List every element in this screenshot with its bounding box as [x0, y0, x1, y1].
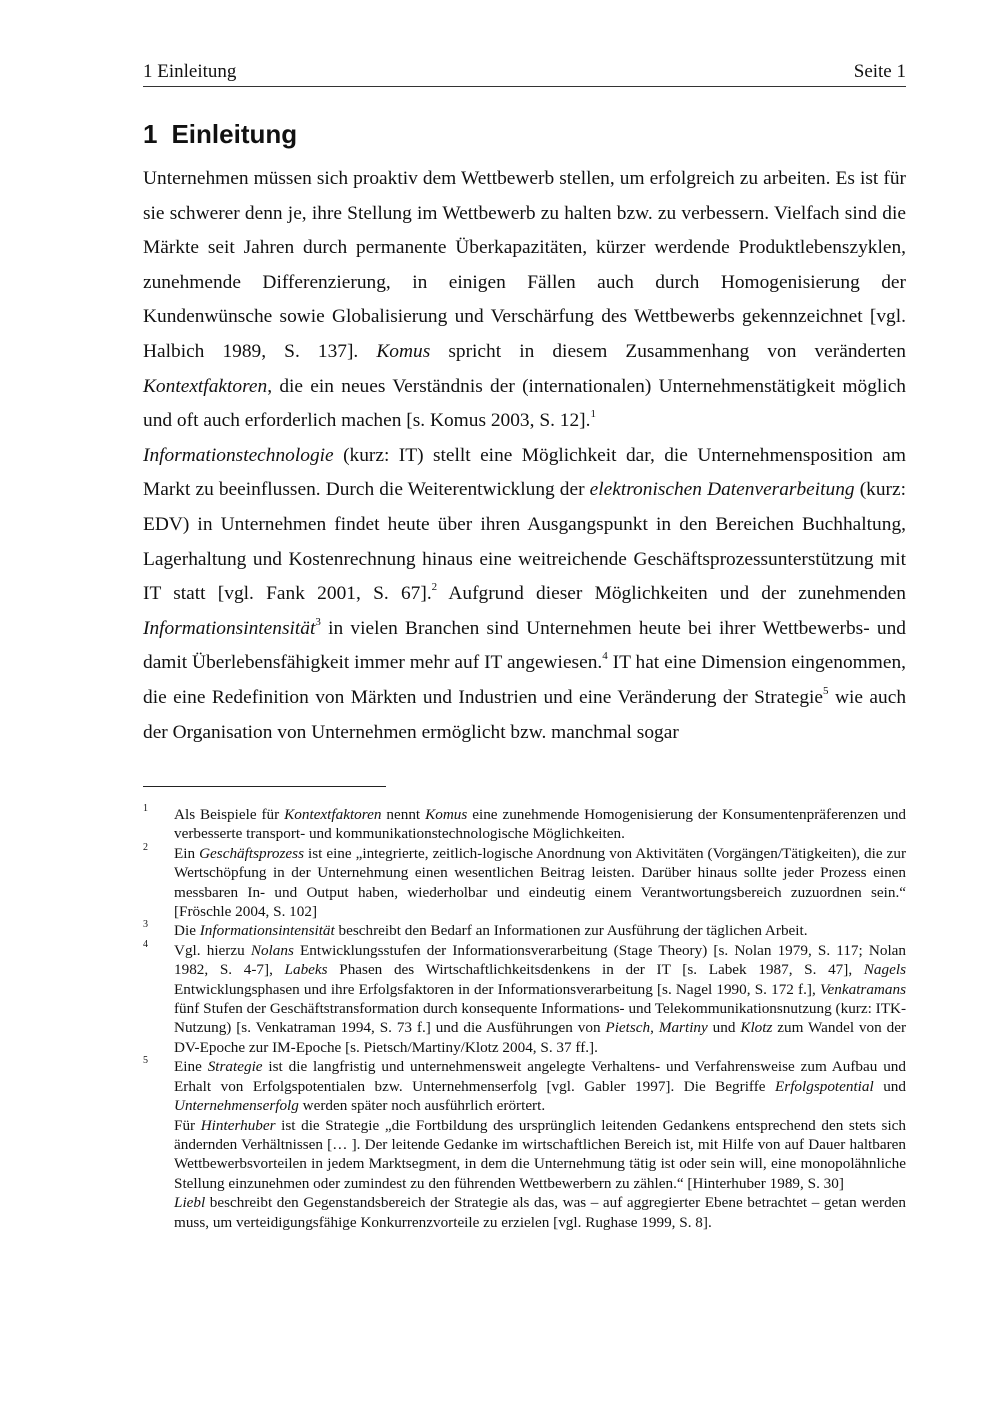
italic-term: Informationsintensität [143, 617, 316, 639]
italic-term: Erfolgspotential [775, 1077, 874, 1095]
footnote-text [174, 1193, 906, 1232]
text-run: Aufgrund dieser Möglichkeiten und der zunehmenden [437, 583, 906, 605]
text-run: in vielen Branchen sind Unternehmen heute bei ihrer Wettbewerbs- und damit Überlebensfähigkeit immer mehr auf IT angewiesen. [143, 617, 906, 674]
footnote-1 [143, 805, 906, 844]
text-run: Phasen des Wirtschaftlichkeitsdenkens in der IT [s. Labek 1987, S. 47], [327, 961, 864, 979]
footnote-ref[interactable]: 1 [590, 408, 596, 421]
footnote-ref[interactable]: 4 [602, 650, 608, 663]
footnote-mark: 3 [143, 919, 148, 931]
footnote-mark: 1 [143, 803, 148, 814]
text-run: nennt [381, 806, 426, 823]
page-header [143, 60, 906, 87]
italic-term: Komus [425, 806, 468, 823]
body-text [143, 162, 906, 750]
italic-term: Geschäftsprozess [199, 844, 304, 862]
text-run: Die [174, 922, 200, 940]
chapter-title: Einleitung [171, 119, 298, 149]
italic-term: Pietsch [605, 1019, 651, 1037]
text-run: Vgl. hierzu [174, 941, 251, 959]
footnote-ref[interactable]: 2 [431, 581, 438, 594]
footnote-text [174, 941, 906, 1057]
footnote-mark: 2 [143, 841, 148, 853]
footnote-separator [143, 786, 386, 787]
footnote-text [174, 1116, 906, 1194]
text-run: (kurz: EDV) in Unternehmen findet heute über ihren Ausgangspunkt in den Bereichen Buchhaltung, Lagerhaltung und Kostenrechnung hinaus eine weitreichende Geschäftsprozessunterstützung mit IT statt [vgl. Fank 2001, S. 67]. [143, 479, 907, 605]
italic-term: Informationstechnologie [143, 444, 334, 466]
italic-term: Strategie [207, 1058, 263, 1076]
text-run: werden später noch ausführlich erörtert. [298, 1097, 546, 1115]
italic-term: Informationsintensität [199, 922, 335, 940]
italic-term: Unternehmenserfolg [174, 1097, 299, 1115]
text-run: wie auch der Organisation von Unternehmen ermöglicht bzw. manchmal sogar [143, 686, 907, 743]
footnote-3 [143, 921, 906, 940]
text-run: Entwicklungsphasen und ihre Erfolgsfaktoren in der Informationsverarbeitung [s. Nagel 1990, S. 172 f.], [174, 980, 820, 998]
italic-term: Martiny [658, 1019, 708, 1037]
text-run: Unternehmen müssen sich proaktiv dem Wettbewerb stellen, um erfolgreich zu arbeiten. Es ist für sie schwerer denn je, ihre Stellung im Wettbewerb zu halten bzw. zu verbessern. Vielfach sind die Märkte seit Jahren durch permanente Überkapazitäten, kürzer werdende Produktlebenszyklen, zunehmende Differenzierung, in einigen Fällen auch durch Homogenisierung der Kundenwünsche sowie Globalisierung und Verschärfung des Wettbewerbs gekennzeichnet [vgl. Halbich 1989, S. 137]. [143, 168, 906, 362]
italic-term: Nagels [863, 961, 906, 979]
text-run: beschreibt den Bedarf an Informationen zur Ausführung der täglichen Arbeit. [334, 922, 808, 940]
text-run: zum Wandel von der DV-Epoche zur IM-Epoche [s. Pietsch/Martiny/Klotz 2004, S. 37 ff.]. [174, 1019, 906, 1056]
footnote-5 [143, 1057, 906, 1232]
text-run: Für [174, 1116, 201, 1134]
italic-term: Liebl [174, 1194, 206, 1212]
text-run: Als Beispiele für [174, 806, 285, 823]
chapter-number: 1 [143, 119, 158, 149]
italic-term: Komus [376, 340, 431, 362]
italic-term: Labeks [284, 961, 328, 979]
text-run: fünf Stufen der Geschäftstransformation durch konsequente Informations- und Telekommunikationsnutzung (kurz: ITK-Nutzung) [s. Venkatraman 1994, S. 73 f.] und die Ausführungen von [174, 1000, 906, 1037]
text-run: eine zunehmende Homogenisierung der Konsumentenpräferenzen und verbesserte transport- und kommunikationstechnologische Möglichkeiten. [174, 806, 907, 843]
footnote-2 [143, 841, 907, 922]
footnote-4 [143, 938, 906, 1057]
italic-term: Venkatramans [819, 980, 906, 998]
text-run: und [873, 1077, 906, 1095]
text-run: Ein [174, 844, 200, 862]
header-page-number: Seite 1 [853, 61, 906, 82]
text-run: beschreibt den Gegenstandsbereich der Strategie als das, was – auf aggregierter Ebene betrachtet – getan werden muss, um verteidigungsfähige Konkurrenzvorteile zu erzielen [vgl. Rughase 1999, S. 8]. [174, 1194, 906, 1231]
footnote-ref[interactable]: 5 [823, 684, 829, 697]
text-run: IT hat eine Dimension eingenommen, die eine Redefinition von Märkten und Industrien und eine Veränderung der Strategie [143, 652, 906, 708]
text-run: und [707, 1019, 741, 1037]
text-run: Entwicklungsstufen der Informationsverarbeitung (Stage Theory) [s. Nolan 1979, S. 117; Nolan 1982, S. 4-7], [174, 941, 906, 979]
chapter-heading [143, 117, 297, 151]
text-run: spricht in diesem Zusammenhang von veränderten [430, 340, 906, 362]
text-run: ist die Strategie „die Fortbildung des ursprünglich leitenden Gedankens entsprechend den stets sich ändernden Verhältnissen [… ]. Der leitende Gedanke im wirtschaftlichen Bereich ist, mit Hilfe von auf Dauer haltbaren Wettbewerbsvorteilen in jedem Marktsegment, in dem die Unternehmung tätig ist oder sein will, eine monopolähnliche Stellung einzunehmen oder zumindest zu den führenden Wettbewerbern zu zählen.“ [Hinterhuber 1989, S. 30] [174, 1116, 906, 1192]
text-run: ist eine „integrierte, zeitlich-logische Anordnung von Aktivitäten (Vorgängen/Tätigkeiten), die zur Wertschöpfung in der Unternehmung einen wesentlichen Beitrag leisten. Darüber hinaus sollte jeder Prozess einen messbaren In- und Output haben, wiederholbar und eindeutig einem Verantwortungsbereich zuzuordnen sein.“ [Fröschle 2004, S. 102] [174, 844, 907, 921]
footnote-ref[interactable]: 3 [315, 615, 321, 628]
italic-term: Kontextfaktoren [284, 806, 382, 823]
italic-term: Hinterhuber [200, 1116, 276, 1134]
italic-term: Klotz [740, 1019, 773, 1037]
italic-term: Nolans [250, 941, 294, 959]
text-run: , [650, 1019, 659, 1037]
footnote-text [174, 805, 906, 844]
paragraph-2 [143, 439, 906, 750]
footnote-text [174, 844, 906, 922]
footnote-text [174, 1057, 906, 1115]
footnote-text [174, 921, 906, 940]
header-chapter: 1 Einleitung [143, 61, 237, 82]
italic-term: elektronischen Datenverarbeitung [589, 479, 855, 501]
text-run: Eine [174, 1058, 208, 1076]
text-run: ist die langfristig und unternehmensweit angelegte Verhaltens- und Verfahrensweise zum Aufbau und Erhalt von Erfolgspotentialen bzw. Unternehmenserfolg [vgl. Gabler 1997]. Die Begriffe [174, 1058, 906, 1095]
footnotes [143, 805, 906, 1232]
text-run: (kurz: IT) stellt eine Möglichkeit dar, die Unternehmensposition am Markt zu beeinflussen. Durch die Weiterentwicklung der [143, 444, 906, 501]
text-run: , die ein neues Verständnis der (internationalen) Unternehmenstätigkeit möglich und oft auch erforderlich machen [s. Komus 2003, S. 12]. [143, 375, 906, 432]
paragraph-1 [143, 162, 906, 439]
footnote-mark: 4 [143, 938, 148, 950]
italic-term: Kontextfaktoren [143, 375, 268, 397]
footnote-mark: 5 [143, 1055, 148, 1067]
